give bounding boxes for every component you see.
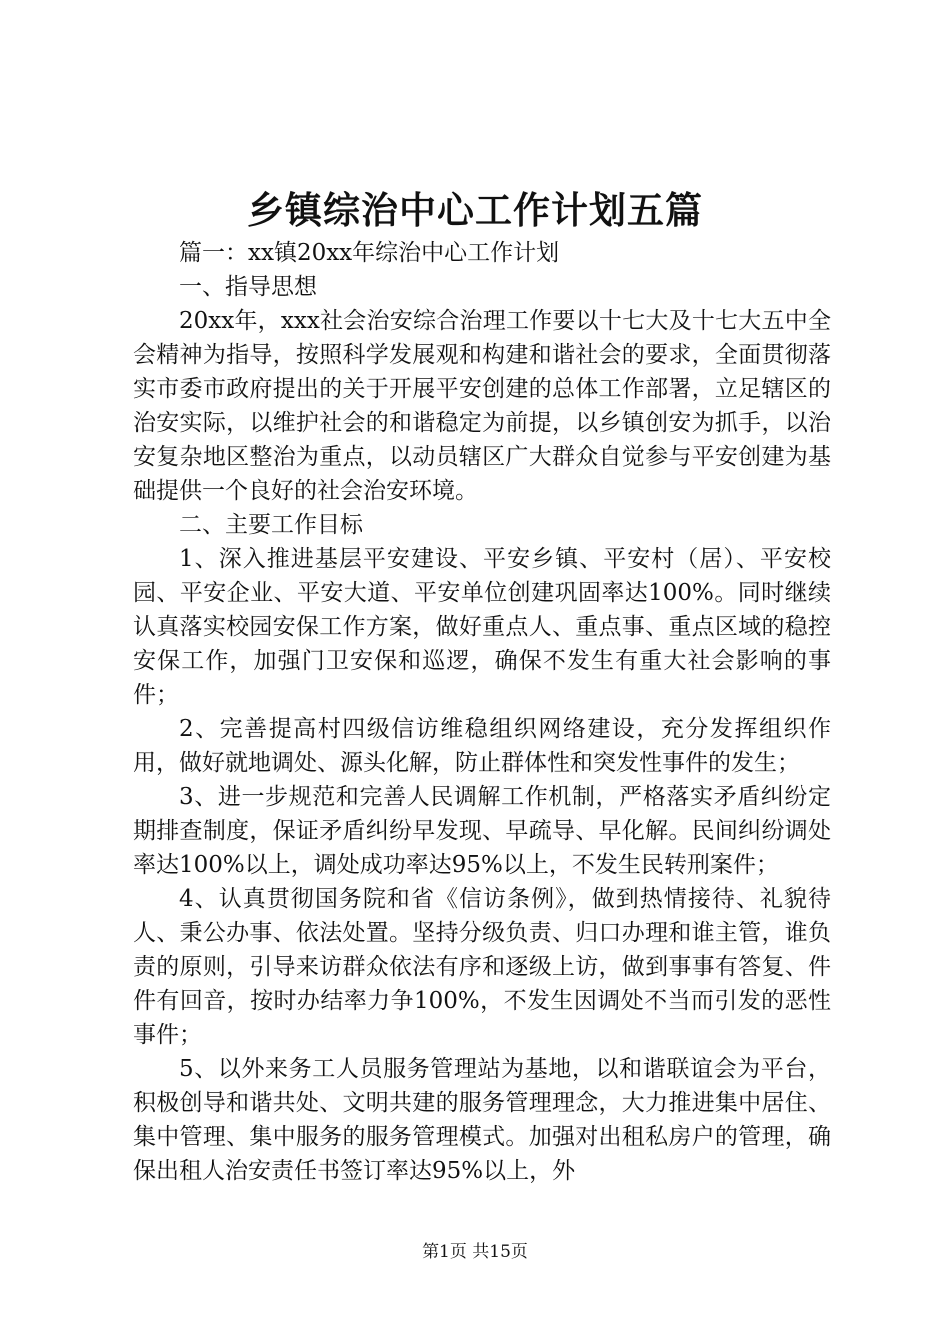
page-number-footer: 第1页 共15页 bbox=[422, 1242, 528, 1262]
document-body bbox=[133, 236, 831, 1188]
paragraph: 篇一：xx镇20xx年综治中心工作计划 bbox=[179, 240, 560, 266]
paragraph: 5、以外来务工人员服务管理站为基地，以和谐联谊会为平台，积极创导和谐共处、文明共建的服务管理理念，大力推进集中居住、集中管理、集中服务的服务管理模式。加强对出租私房户的管理，确保出租人治安责任书签订率达95%以上，外 bbox=[133, 1056, 831, 1184]
paragraph: 2、完善提高村四级信访维稳组织网络建设，充分发挥组织作用，做好就地调处、源头化解，防止群体性和突发性事件的发生； bbox=[133, 716, 831, 776]
paragraph: 20xx年，xxx社会治安综合治理工作要以十七大及十七大五中全会精神为指导，按照科学发展观和构建和谐社会的要求，全面贯彻落实市委市政府提出的关于开展平安创建的总体工作部署，立足辖区的治安实际，以维护社会的和谐稳定为前提，以乡镇创安为抓手，以治安复杂地区整治为重点，以动员辖区广大群众自觉参与平安创建为基础提供一个良好的社会治安环境。 bbox=[133, 308, 831, 504]
section-heading: 一、指导思想 bbox=[179, 274, 317, 300]
document-title: 乡镇综治中心工作计划五篇 bbox=[247, 188, 703, 232]
paragraph: 3、进一步规范和完善人民调解工作机制，严格落实矛盾纠纷定期排查制度，保证矛盾纠纷早发现、早疏导、早化解。民间纠纷调处率达100%以上，调处成功率达95%以上，不发生民转刑案件； bbox=[133, 784, 831, 878]
paragraph: 1、深入推进基层平安建设、平安乡镇、平安村（居）、平安校园、平安企业、平安大道、平安单位创建巩固率达100%。同时继续认真落实校园安保工作方案，做好重点人、重点事、重点区域的稳控安保工作，加强门卫安保和巡逻，确保不发生有重大社会影响的事件； bbox=[133, 546, 831, 708]
section-heading: 二、主要工作目标 bbox=[179, 512, 363, 538]
paragraph: 4、认真贯彻国务院和省《信访条例》，做到热情接待、礼貌待人、秉公办事、依法处置。坚持分级负责、归口办理和谁主管，谁负责的原则，引导来访群众依法有序和逐级上访，做到事事有答复、件件有回音，按时办结率力争100%，不发生因调处不当而引发的恶性事件； bbox=[133, 886, 831, 1048]
